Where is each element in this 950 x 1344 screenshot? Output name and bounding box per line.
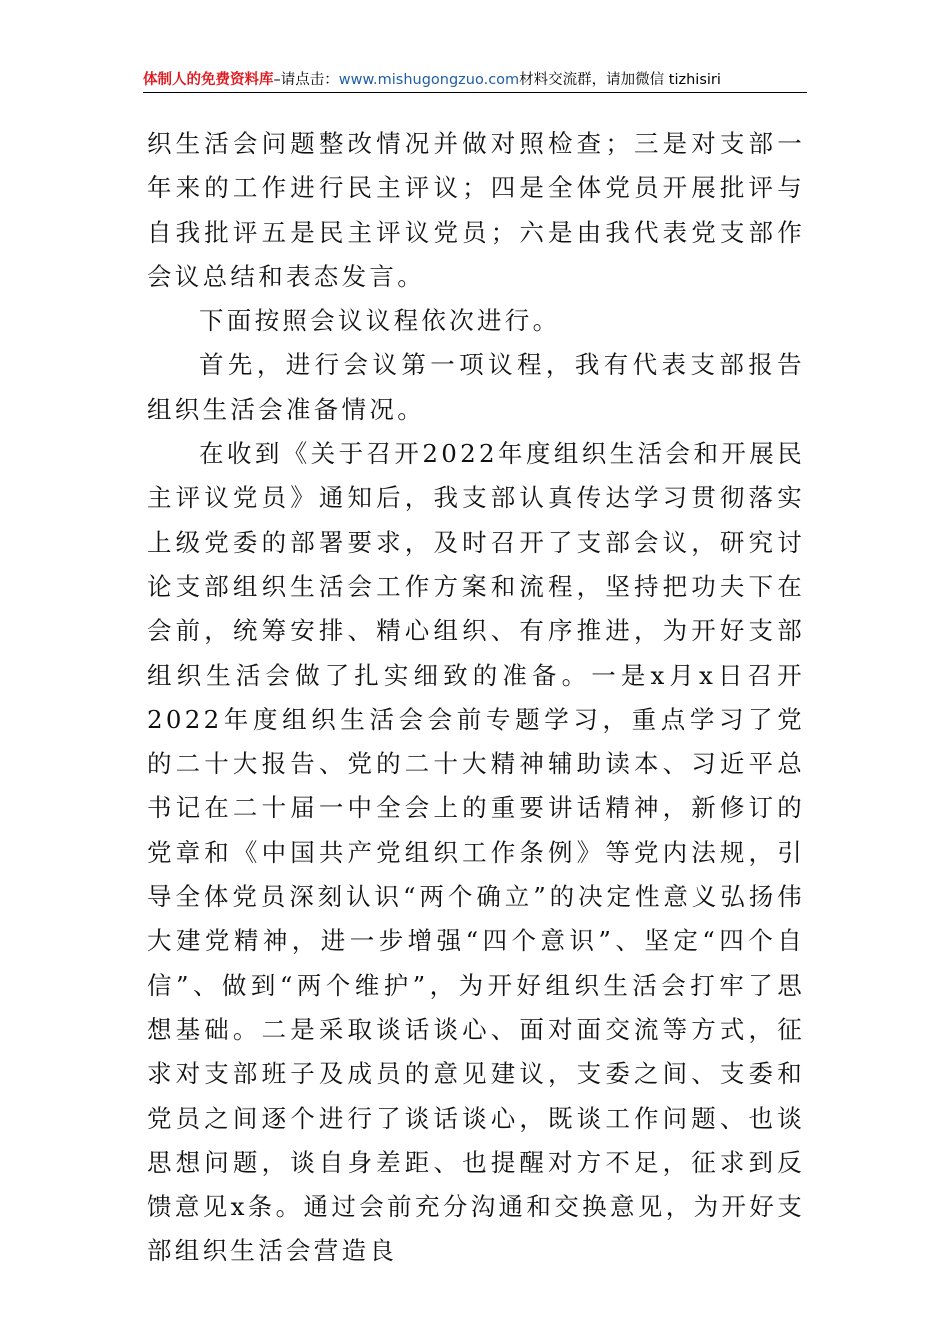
page-header bbox=[143, 70, 807, 93]
paragraph-agenda: 下面按照会议议程依次进行。 bbox=[199, 306, 561, 336]
header-note: 材料交流群，请加微信 tizhisiri bbox=[519, 72, 721, 88]
header-prompt: –请点击： bbox=[273, 72, 339, 88]
paragraph-continuation: 织生活会问题整改情况并做对照检查；三是对支部一年来的工作进行民主评议；四是全体党员开展批评与自我批评五是民主评议党员；六是由我代表党支部作会议总结和表态发言。 bbox=[147, 129, 805, 291]
header-brand: 体制人的免费资料库 bbox=[143, 72, 274, 88]
document-body bbox=[147, 122, 805, 1274]
header-url-link[interactable]: www.mishugongzuo.com bbox=[338, 72, 520, 88]
paragraph-first-item: 首先，进行会议第一项议程，我有代表支部报告组织生活会准备情况。 bbox=[147, 350, 805, 424]
paragraph-preparation: 在收到《关于召开2022年度组织生活会和开展民主评议党员》通知后，我支部认真传达学习贯彻落实上级党委的部署要求，及时召开了支部会议，研究讨论支部组织生活会工作方案和流程，坚持把功夫下在会前，统筹安排、精心组织、有序推进，为开好支部组织生活会做了扎实细致的准备。一是x月x日召开2022年度组织生活会会前专题学习，重点学习了党的二十大报告、党的二十大精神辅助读本、习近平总书记在二十届一中全会上的重要讲话精神，新修订的党章和《中国共产党组织工作条例》等党内法规，引导全体党员深刻认识“两个确立”的决定性意义弘扬伟大建党精神，进一步增强“四个意识”、坚定“四个自信”、做到“两个维护”，为开好组织生活会打牢了思想基础。二是采取谈话谈心、面对面交流等方式，征求对支部班子及成员的意见建议，支委之间、支委和党员之间逐个进行了谈话谈心，既谈工作问题、也谈思想问题，谈自身差距、也提醒对方不足，征求到反馈意见x条。通过会前充分沟通和交换意见，为开好支部组织生活会营造良 bbox=[147, 439, 805, 1266]
